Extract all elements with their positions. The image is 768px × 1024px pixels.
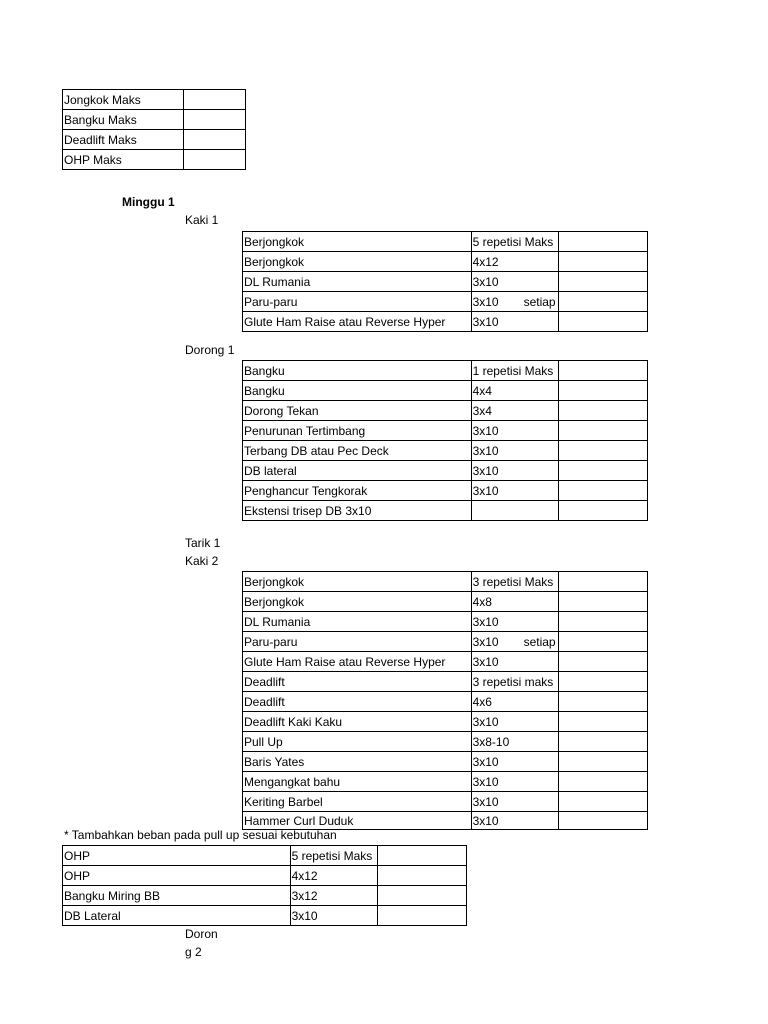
table-row — [243, 772, 648, 792]
table-row — [243, 401, 648, 421]
sets-cell: 3 repetisi Maks — [471, 572, 558, 592]
table-row — [243, 481, 648, 501]
exercise-cell: Pull Up — [243, 732, 472, 752]
table-row — [243, 592, 648, 612]
exercise-cell: Glute Ham Raise atau Reverse Hyper — [243, 312, 472, 332]
sets-cell: 3x10 — [471, 441, 558, 461]
extra-cell[interactable] — [558, 401, 647, 421]
table-row — [243, 632, 648, 652]
exercise-cell: Penghancur Tengkorak — [243, 481, 472, 501]
exercise-cell: DL Rumania — [243, 612, 472, 632]
exercise-cell: DB lateral — [243, 461, 472, 481]
dorong2-title-line2: g 2 — [185, 945, 202, 959]
max-value[interactable] — [184, 110, 246, 130]
table-row — [243, 461, 648, 481]
sets-cell: 4x6 — [471, 692, 558, 712]
table-row — [63, 906, 467, 926]
exercise-cell: Berjongkok — [243, 252, 472, 272]
dorong1-table — [242, 360, 648, 521]
table-row — [243, 272, 648, 292]
week-title: Minggu 1 — [122, 195, 175, 209]
maxes-table — [62, 89, 246, 170]
sets-cell: 3x10 — [471, 272, 558, 292]
exercise-cell: Deadlift — [243, 692, 472, 712]
table-row — [243, 752, 648, 772]
table-row — [243, 692, 648, 712]
sets-value: 3x10 — [472, 635, 499, 649]
sets-cell: 3x10 — [471, 712, 558, 732]
extra-cell[interactable] — [558, 361, 647, 381]
table-row — [63, 150, 246, 170]
exercise-cell: Dorong Tekan — [243, 401, 472, 421]
exercise-cell: Berjongkok — [243, 592, 472, 612]
table-row — [243, 421, 648, 441]
extra-cell[interactable] — [377, 886, 466, 906]
exercise-cell: Bangku — [243, 361, 472, 381]
table-row — [243, 252, 648, 272]
table-row — [243, 292, 648, 312]
exercise-cell: Glute Ham Raise atau Reverse Hyper — [243, 652, 472, 672]
extra-cell[interactable] — [558, 461, 647, 481]
sets-cell: 3x10 — [471, 421, 558, 441]
sets-cell: 3 repetisi maks — [471, 672, 558, 692]
sets-cell: 3x10 — [471, 481, 558, 501]
extra-cell[interactable] — [377, 846, 466, 866]
extra-cell[interactable] — [558, 292, 647, 312]
sets-cell: 3x8-10 — [471, 732, 558, 752]
extra-cell[interactable] — [558, 692, 647, 712]
max-value[interactable] — [184, 90, 246, 110]
extra-cell[interactable] — [558, 592, 647, 612]
sets-cell: 3x10 — [471, 812, 558, 830]
extra-cell[interactable] — [558, 772, 647, 792]
extra-cell[interactable] — [558, 441, 647, 461]
sets-cell: 4x4 — [471, 381, 558, 401]
extra-cell[interactable] — [558, 712, 647, 732]
sets-cell — [471, 292, 558, 312]
exercise-cell: DL Rumania — [243, 272, 472, 292]
exercise-cell: Penurunan Tertimbang — [243, 421, 472, 441]
extra-cell[interactable] — [558, 652, 647, 672]
sets-cell: 3x10 — [471, 752, 558, 772]
extra-cell[interactable] — [558, 421, 647, 441]
max-value[interactable] — [184, 130, 246, 150]
max-label: OHP Maks — [63, 150, 184, 170]
table-row — [243, 732, 648, 752]
extra-cell[interactable] — [558, 501, 647, 521]
sets-cell — [471, 632, 558, 652]
table-row — [63, 130, 246, 150]
exercise-cell: Berjongkok — [243, 572, 472, 592]
sets-cell: 3x10 — [471, 792, 558, 812]
sets-cell: 3x10 — [290, 906, 377, 926]
table-row — [63, 110, 246, 130]
sets-note: setiap — [523, 295, 556, 309]
table-row — [243, 381, 648, 401]
max-label: Bangku Maks — [63, 110, 184, 130]
sets-cell: 1 repetisi Maks — [471, 361, 558, 381]
sets-cell: 3x10 — [471, 652, 558, 672]
ohp-table — [62, 845, 467, 926]
extra-cell[interactable] — [558, 812, 647, 830]
sets-note: setiap — [523, 635, 556, 649]
table-row — [243, 612, 648, 632]
extra-cell[interactable] — [377, 906, 466, 926]
table-row — [243, 672, 648, 692]
kaki1-table — [242, 231, 648, 332]
extra-cell[interactable] — [558, 792, 647, 812]
exercise-cell: Hammer Curl Duduk — [243, 812, 472, 830]
table-row — [243, 312, 648, 332]
sets-cell: 4x12 — [290, 866, 377, 886]
table-row — [243, 572, 648, 592]
exercise-cell: Bangku — [243, 381, 472, 401]
exercise-cell: OHP — [63, 866, 291, 886]
exercise-cell: Deadlift Kaki Kaku — [243, 712, 472, 732]
sets-cell: 3x10 — [471, 772, 558, 792]
max-label: Deadlift Maks — [63, 130, 184, 150]
sets-cell: 5 repetisi Maks — [290, 846, 377, 866]
exercise-cell: Terbang DB atau Pec Deck — [243, 441, 472, 461]
extra-cell[interactable] — [558, 752, 647, 772]
exercise-cell: Bangku Miring BB — [63, 886, 291, 906]
sets-cell: 4x8 — [471, 592, 558, 612]
sets-cell: 3x10 — [471, 312, 558, 332]
table-row — [243, 792, 648, 812]
extra-cell[interactable] — [558, 312, 647, 332]
exercise-cell: Mengangkat bahu — [243, 772, 472, 792]
exercise-cell: Paru-paru — [243, 632, 472, 652]
exercise-cell: OHP — [63, 846, 291, 866]
extra-cell[interactable] — [558, 252, 647, 272]
extra-cell[interactable] — [558, 481, 647, 501]
extra-cell[interactable] — [558, 381, 647, 401]
extra-cell[interactable] — [558, 672, 647, 692]
extra-cell[interactable] — [558, 232, 647, 252]
footnote: * Tambahkan beban pada pull up sesuai kebutuhan — [64, 828, 337, 842]
sets-cell: 3x10 — [471, 612, 558, 632]
extra-cell[interactable] — [558, 612, 647, 632]
max-label: Jongkok Maks — [63, 90, 184, 110]
sets-cell — [471, 501, 558, 521]
extra-cell[interactable] — [558, 732, 647, 752]
table-row — [243, 361, 648, 381]
table-row — [243, 652, 648, 672]
sets-cell: 3x10 — [471, 461, 558, 481]
table-row — [63, 886, 467, 906]
tarik1-title: Tarik 1 — [185, 536, 221, 550]
max-value[interactable] — [184, 150, 246, 170]
kaki2-table — [242, 571, 648, 830]
sets-cell: 5 repetisi Maks — [471, 232, 558, 252]
table-row — [243, 441, 648, 461]
exercise-cell: DB Lateral — [63, 906, 291, 926]
sets-cell: 3x4 — [471, 401, 558, 421]
sets-value: 3x10 — [472, 295, 499, 309]
table-row — [63, 846, 467, 866]
extra-cell[interactable] — [558, 632, 647, 652]
kaki1-title: Kaki 1 — [185, 213, 219, 227]
extra-cell[interactable] — [377, 866, 466, 886]
table-row — [243, 501, 648, 521]
dorong2-title-line1: Doron — [185, 927, 218, 941]
exercise-cell: Deadlift — [243, 672, 472, 692]
table-row — [63, 90, 246, 110]
sets-cell: 3x12 — [290, 886, 377, 906]
table-row — [63, 866, 467, 886]
kaki2-title: Kaki 2 — [185, 554, 219, 568]
exercise-cell: Berjongkok — [243, 232, 472, 252]
exercise-cell: Ekstensi trisep DB 3x10 — [243, 501, 472, 521]
extra-cell[interactable] — [558, 572, 647, 592]
exercise-cell: Paru-paru — [243, 292, 472, 312]
table-row — [243, 232, 648, 252]
exercise-cell: Baris Yates — [243, 752, 472, 772]
table-row — [243, 712, 648, 732]
exercise-cell: Keriting Barbel — [243, 792, 472, 812]
sets-cell: 4x12 — [471, 252, 558, 272]
dorong1-title: Dorong 1 — [185, 343, 235, 357]
extra-cell[interactable] — [558, 272, 647, 292]
